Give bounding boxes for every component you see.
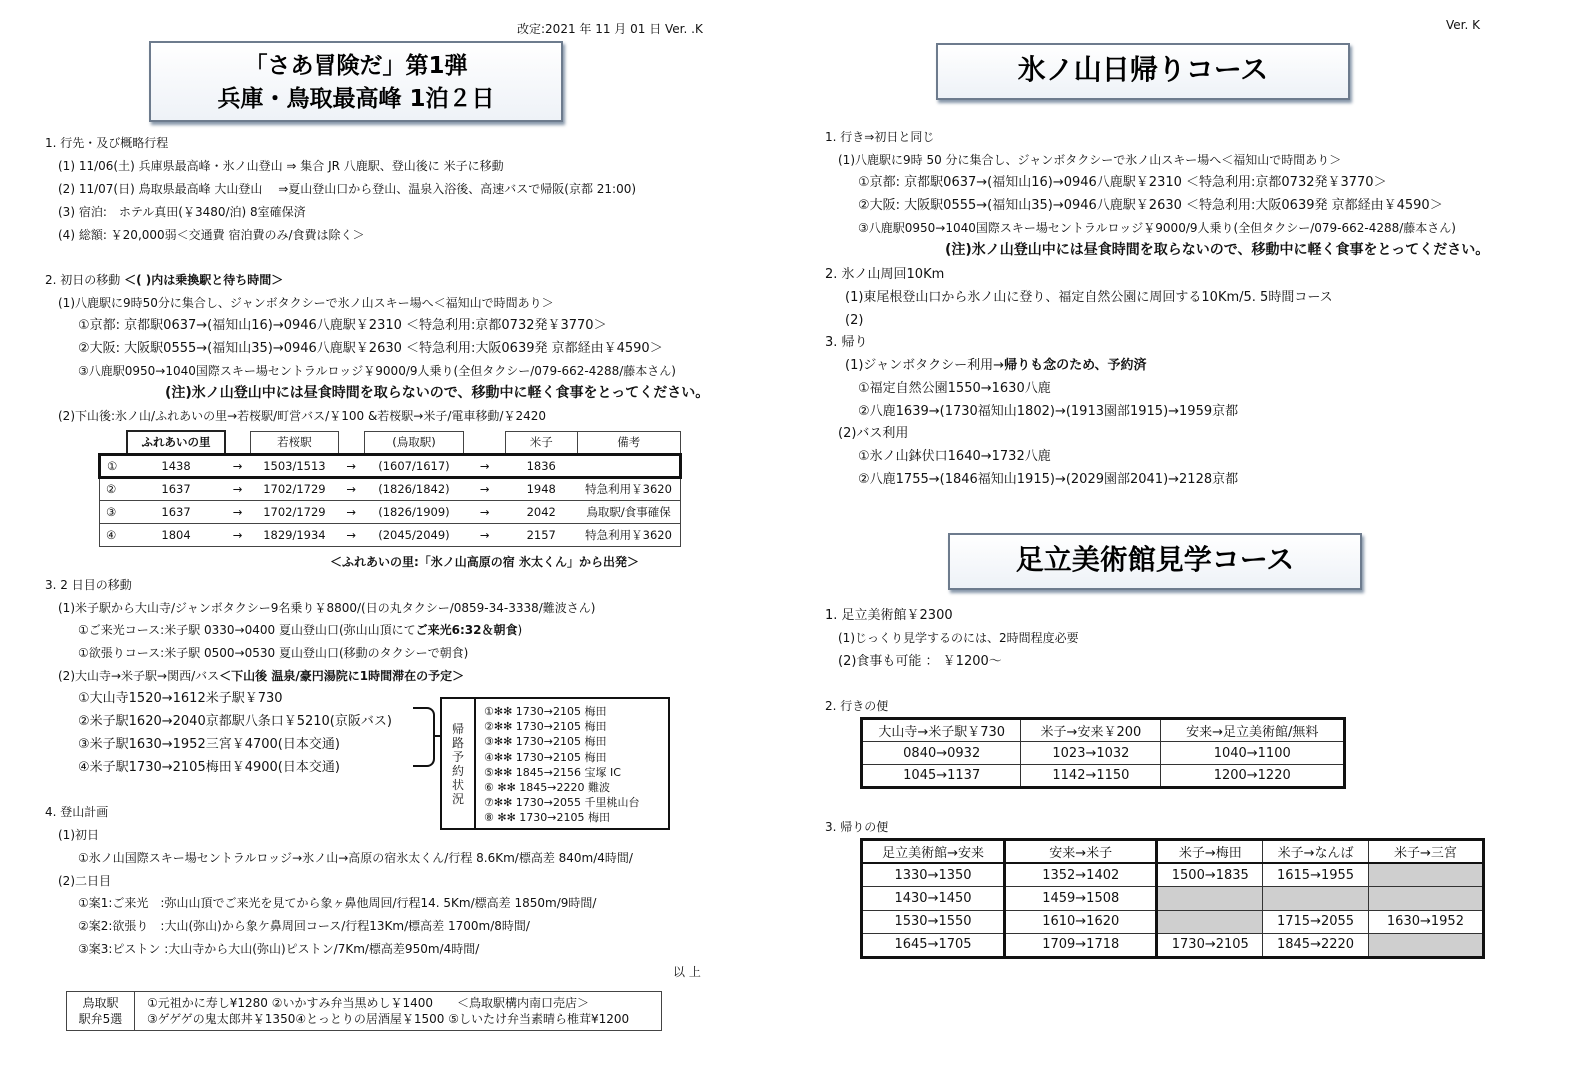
brace-icon [413, 707, 435, 767]
reservation-item: ②✻✻ 1730→2105 梅田 [484, 720, 607, 734]
cell: 1500→1835 [1157, 863, 1263, 887]
table-row [862, 765, 1345, 788]
r-bus-item: ②八鹿1755→(1846福知山1915)→(2029園部2041)→2128京都 [858, 472, 1239, 487]
cell: 2157 [505, 523, 577, 546]
return-bus-text: (2)大山寺→米子駅→関西/バス [58, 669, 220, 683]
bus-option: ②米子駅1620→2040京都駅八条口￥5210(京阪バス) [78, 714, 392, 729]
course-sunrise-end: ) [517, 623, 523, 637]
cell: 1530→1550 [862, 910, 1005, 934]
plan-day1: (1)初日 [58, 828, 99, 842]
r-loop-course: (2) [845, 313, 864, 328]
table-row [862, 910, 1484, 934]
hyonosen-title: 氷ノ山日帰りコース [1017, 53, 1269, 86]
plan-day2-item: ②案2:欲張り :大山(弥山)から象ケ鼻周回コース/行程13Km/標高差 1700m/8時間/ [78, 919, 530, 933]
plan-day2-item: ③案3:ピストン :大山寺から大山(弥山)ピストン/7Km/標高差950m/4時間/ [78, 942, 480, 956]
label-char: 帰 [451, 721, 464, 736]
r-section1-heading: 1. 行き⇒初日と同じ [825, 130, 935, 144]
section1-heading: 1. 行先・及び概略行程 [45, 136, 169, 150]
overview-item: (3) 宿泊: ホテル真田(￥3480/泊) 8室確保済 [58, 205, 306, 219]
cell: 1438 [127, 454, 224, 477]
col-header: 米子→梅田 [1157, 840, 1263, 864]
table-row [100, 454, 681, 477]
r-route: ①京都: 京都駅0637→(福知山16)→0946八鹿駅￥2310 ＜特急利用:京都0732発￥3770＞ [858, 175, 1387, 190]
day1-transfer-table [98, 430, 682, 547]
day1-assembly: (1)八鹿駅に9時50分に集合し、ジャンボタクシーで氷ノ山スキー場へ＜福知山で時間あり＞ [58, 296, 554, 310]
cell: 1330→1350 [862, 863, 1005, 887]
course-sunrise-highlight: ご来光6:32＆朝食 [415, 623, 518, 637]
col-header: 米子→安来￥200 [1021, 719, 1161, 742]
plan-day2: (2)二日目 [58, 874, 111, 888]
row-number: ② [100, 477, 128, 500]
main-title-line1: 「さあ冒険だ」第1弾 [244, 53, 468, 79]
reservation-item: ⑧ ✻✻ 1730→2105 梅田 [484, 811, 610, 825]
cell: 1352→1402 [1005, 863, 1157, 887]
cell-empty [1157, 910, 1263, 934]
hyonosen-title-box [936, 43, 1350, 100]
day2-taxi: (1)米子駅から大山寺/ジャンボタクシー9名乗り￥8800/(日の丸タクシー/0859-34-3338/難波さん) [58, 601, 596, 615]
reservation-item: ⑥ ✻✻ 1845→2220 難波 [484, 781, 610, 795]
cell: (1607/1617) [364, 454, 464, 477]
cell: 1045→1137 [862, 765, 1021, 788]
r-taxi-return [845, 357, 1147, 374]
return-table [860, 838, 1485, 959]
section3-heading: 3. 2 日目の移動 [45, 578, 132, 592]
cell: (1826/1909) [364, 500, 464, 523]
lunch-note: (注)氷ノ山登山中には昼食時間を取らないので、移動中に軽く食事をとってください。 [165, 385, 710, 401]
cell: 1730→2105 [1157, 934, 1263, 958]
route-osaka: ②大阪: 大阪駅0555→(福知山35)→0946八鹿駅￥2630 ＜特急利用:大阪0639発 京都経由￥4590＞ [78, 341, 663, 356]
cell: 1503/1513 [251, 454, 339, 477]
version-label: Ver. K [1446, 18, 1480, 32]
cell-empty [1368, 934, 1483, 958]
col-header: 米子 [505, 431, 577, 454]
label-char: 約 [451, 763, 464, 778]
course-greedy: ①欲張りコース:米子駅 0500→0530 夏山登山口(移動のタクシーで朝食) [78, 646, 469, 660]
m-item: (1)じっくり見学するのには、2時間程度必要 [838, 631, 1079, 645]
m-section1-heading: 1. 足立美術館￥2300 [825, 608, 953, 623]
cell: 1200→1220 [1161, 765, 1345, 788]
cell: 1845→2220 [1263, 934, 1369, 958]
arrow: → [338, 523, 364, 546]
cell: 1637 [127, 500, 224, 523]
cell: (1826/1842) [364, 477, 464, 500]
r-assembly: (1)八鹿駅に9時 50 分に集合し、ジャンボタクシーで氷ノ山スキー場へ＜福知山で時間あり＞ [838, 153, 1342, 167]
reservation-item: ⑦✻✻ 1730→2055 千里桃山台 [484, 796, 640, 810]
return-reservation-box [440, 697, 670, 830]
arrow: → [464, 523, 506, 546]
cell-note: 特急利用￥3620 [577, 477, 680, 500]
ekiben-box [66, 991, 662, 1031]
r-route: ③八鹿駅0950→1040国際スキー場セントラルロッジ￥9000/9人乗り(全但タクシー/079-662-4288/藤本さん) [858, 221, 1456, 235]
cell: 1610→1620 [1005, 910, 1157, 934]
r-bus-return: (2)バス利用 [838, 426, 909, 441]
bus-option: ①大山寺1520→1612米子駅￥730 [78, 691, 283, 706]
col-header: ふれあいの里 [127, 431, 224, 454]
arrow: → [225, 523, 251, 546]
col-header: 若桜駅 [251, 431, 339, 454]
cell: 1948 [505, 477, 577, 500]
cell-empty [1368, 863, 1483, 887]
cell: 1836 [505, 454, 577, 477]
col-header: 足立美術館→安来 [862, 840, 1005, 864]
return-bus-note: ＜下山後 温泉/豪円湯院に1時間滞在の予定＞ [219, 669, 465, 683]
ekiben-label-line: 鳥取駅 [82, 996, 119, 1010]
route-taxi: ③八鹿駅0950→1040国際スキー場セントラルロッジ￥9000/9人乗り(全但タクシー/079-662-4288/藤本さん) [78, 364, 676, 378]
cell: 1829/1934 [251, 523, 339, 546]
table-row [862, 887, 1484, 911]
col-header: (鳥取駅) [364, 431, 464, 454]
table-header-row [862, 719, 1345, 742]
table-row [862, 742, 1345, 765]
cell-note: 鳥取駅/食事確保 [577, 500, 680, 523]
cell-empty [1263, 887, 1369, 911]
cell: 1645→1705 [862, 934, 1005, 958]
course-sunrise-text: ①ご来光コース:米子駅 0330→0400 夏山登山口(弥山山頂にて [78, 623, 416, 637]
ekiben-line: ③ゲゲゲの鬼太郎丼￥1350④とっとりの居酒屋￥1500 ⑤しいたけ弁当素晴ら椎茸¥1200 [147, 1012, 630, 1026]
label-char: 状 [451, 777, 464, 792]
overview-item: (1) 11/06(土) 兵庫県最高峰・氷ノ山登山 ⇒ 集合 JR 八鹿駅、登山後に 米子に移動 [58, 159, 504, 173]
cell: 1804 [127, 523, 224, 546]
r-taxi-item: ①福定自然公園1550→1630八鹿 [858, 381, 1051, 396]
col-header: 安来→足立美術館/無料 [1161, 719, 1345, 742]
ekiben-line: ①元祖かに寿し¥1280 ②いかすみ弁当黒めし￥1400 ＜鳥取駅構内南口売店＞ [147, 996, 590, 1010]
cell-note: 特急利用￥3620 [577, 523, 680, 546]
table-row [100, 523, 681, 546]
reservation-item: ⑤✻✻ 1845→2156 宝塚 IC [484, 765, 621, 779]
cell: 1142→1150 [1021, 765, 1161, 788]
return-bus-heading [58, 668, 464, 684]
cell: 1040→1100 [1161, 742, 1345, 765]
arrow: → [338, 477, 364, 500]
r-taxi-return-text: (1)ジャンボタクシー利用→ [845, 358, 1005, 373]
label-char: 況 [451, 791, 464, 806]
arrow: → [225, 477, 251, 500]
m-item: (2)食事も可能 ： ￥1200～ [838, 654, 1002, 669]
cell: 1702/1729 [251, 500, 339, 523]
cell: 1459→1508 [1005, 887, 1157, 911]
row-number: ③ [100, 500, 128, 523]
col-header: 備考 [577, 431, 680, 454]
revision-date: 改定:2021 年 11 月 01 日 Ver. .K [517, 22, 703, 36]
reservation-item: ③✻✻ 1730→2105 梅田 [484, 735, 607, 749]
cell: 1430→1450 [862, 887, 1005, 911]
main-title-box [149, 41, 563, 122]
descent-transfer: (2)下山後:氷ノ山/ふれあいの里→若桜駅/町営バス/￥100 &若桜駅→米子/電車移動/￥2420 [58, 409, 546, 423]
reservation-label [442, 699, 476, 828]
row-number: ④ [100, 523, 128, 546]
r-section2-heading: 2. 氷ノ山周回10Km [825, 267, 945, 282]
r-section3-heading: 3. 帰り [825, 335, 868, 350]
cell: 1702/1729 [251, 477, 339, 500]
arrow: → [338, 500, 364, 523]
table-header-row [862, 840, 1484, 864]
r-lunch-note: (注)氷ノ山登山中には昼食時間を取らないので、移動中に軽く食事をとってください。 [945, 242, 1490, 258]
r-taxi-item: ②八鹿1639→(1730福知山1802)→(1913園部1915)→1959京都 [858, 404, 1239, 419]
plan-day1-item: ①氷ノ山国際スキー場セントラルロッジ→氷ノ山→高原の宿氷太くん/行程 8.6Km/標高差 840m/4時間/ [78, 851, 633, 865]
course-sunrise [78, 622, 522, 638]
cell: 1637 [127, 477, 224, 500]
cell-empty [1157, 887, 1263, 911]
label-char: 予 [451, 749, 464, 764]
cell-note [577, 454, 680, 477]
r-taxi-return-note: 帰りも念のため、予約済 [1004, 358, 1147, 373]
section2-heading-text: 2. 初日の移動 [45, 273, 125, 287]
label-char: 路 [451, 735, 464, 750]
plan-day2-item: ①案1:ご来光 :弥山山頂でご来光を見てから象ヶ鼻他周回/行程14. 5Km/標高差 1850m/9時間/ [78, 896, 597, 910]
arrow: → [225, 500, 251, 523]
table-row [862, 863, 1484, 887]
cell: 1715→2055 [1263, 910, 1369, 934]
reservation-item: ④✻✻ 1730→2105 梅田 [484, 750, 607, 764]
main-title-line2: 兵庫・鳥取最高峰 1泊２日 [217, 86, 495, 112]
m-section2-heading: 2. 行きの便 [825, 699, 889, 713]
col-header: 大山寺→米子駅￥730 [862, 719, 1021, 742]
table-row [100, 477, 681, 500]
table-footnote: ＜ふれあいの里:「氷ノ山高原の宿 氷太くん」から出発＞ [330, 555, 639, 569]
arrow: → [464, 477, 506, 500]
route-kyoto: ①京都: 京都駅0637→(福知山16)→0946八鹿駅￥2310 ＜特急利用:京都0732発￥3770＞ [78, 318, 607, 333]
col-header: 米子→三宮 [1368, 840, 1483, 864]
reservation-item: ①✻✻ 1730→2105 梅田 [484, 705, 607, 718]
overview-item: (4) 総額: ￥20,000弱＜交通費 宿泊費のみ/食費は除く＞ [58, 228, 365, 242]
section2-heading-note: ＜( )内は乗換駅と待ち時間＞ [124, 273, 284, 287]
cell-empty [1368, 887, 1483, 911]
overview-item: (2) 11/07(日) 鳥取県最高峰 大山登山 ⇒夏山登山口から登山、温泉入浴後、高速バスで帰阪(京都 21:00) [58, 182, 637, 196]
cell: 1709→1718 [1005, 934, 1157, 958]
cell: 1615→1955 [1263, 863, 1369, 887]
row-number: ① [100, 454, 128, 477]
bus-option: ③米子駅1630→1952三宮￥4700(日本交通) [78, 737, 340, 752]
m-section3-heading: 3. 帰りの便 [825, 820, 889, 834]
r-bus-item: ①氷ノ山鉢伏口1640→1732八鹿 [858, 449, 1051, 464]
section2-heading [45, 272, 283, 288]
arrow: → [338, 454, 364, 477]
col-header: 安来→米子 [1005, 840, 1157, 864]
r-loop-course: (1)東尾根登山口から氷ノ山に登り、福定自然公園に周回する10Km/5. 5時間コース [845, 290, 1333, 305]
col-header: 米子→なんば [1263, 840, 1369, 864]
ekiben-label-line: 駅弁5選 [78, 1012, 123, 1026]
cell: 1630→1952 [1368, 910, 1483, 934]
adachi-title-box [948, 533, 1362, 590]
ekiben-list [135, 992, 629, 1030]
table-row [862, 934, 1484, 958]
table-row [100, 500, 681, 523]
ekiben-label [67, 992, 135, 1030]
cell: (2045/2049) [364, 523, 464, 546]
arrow: → [464, 454, 506, 477]
arrow: → [464, 500, 506, 523]
outbound-table [860, 717, 1346, 789]
cell: 2042 [505, 500, 577, 523]
cell: 1023→1032 [1021, 742, 1161, 765]
adachi-title: 足立美術館見学コース [1015, 543, 1295, 576]
bus-option: ④米子駅1730→2105梅田￥4900(日本交通) [78, 760, 340, 775]
r-route: ②大阪: 大阪駅0555→(福知山35)→0946八鹿駅￥2630 ＜特急利用:大阪0639発 京都経由￥4590＞ [858, 198, 1443, 213]
section4-heading: 4. 登山計画 [45, 805, 109, 819]
arrow: → [225, 454, 251, 477]
cell: 0840→0932 [862, 742, 1021, 765]
reservation-list [476, 699, 640, 828]
end-mark: 以 上 [673, 965, 701, 979]
